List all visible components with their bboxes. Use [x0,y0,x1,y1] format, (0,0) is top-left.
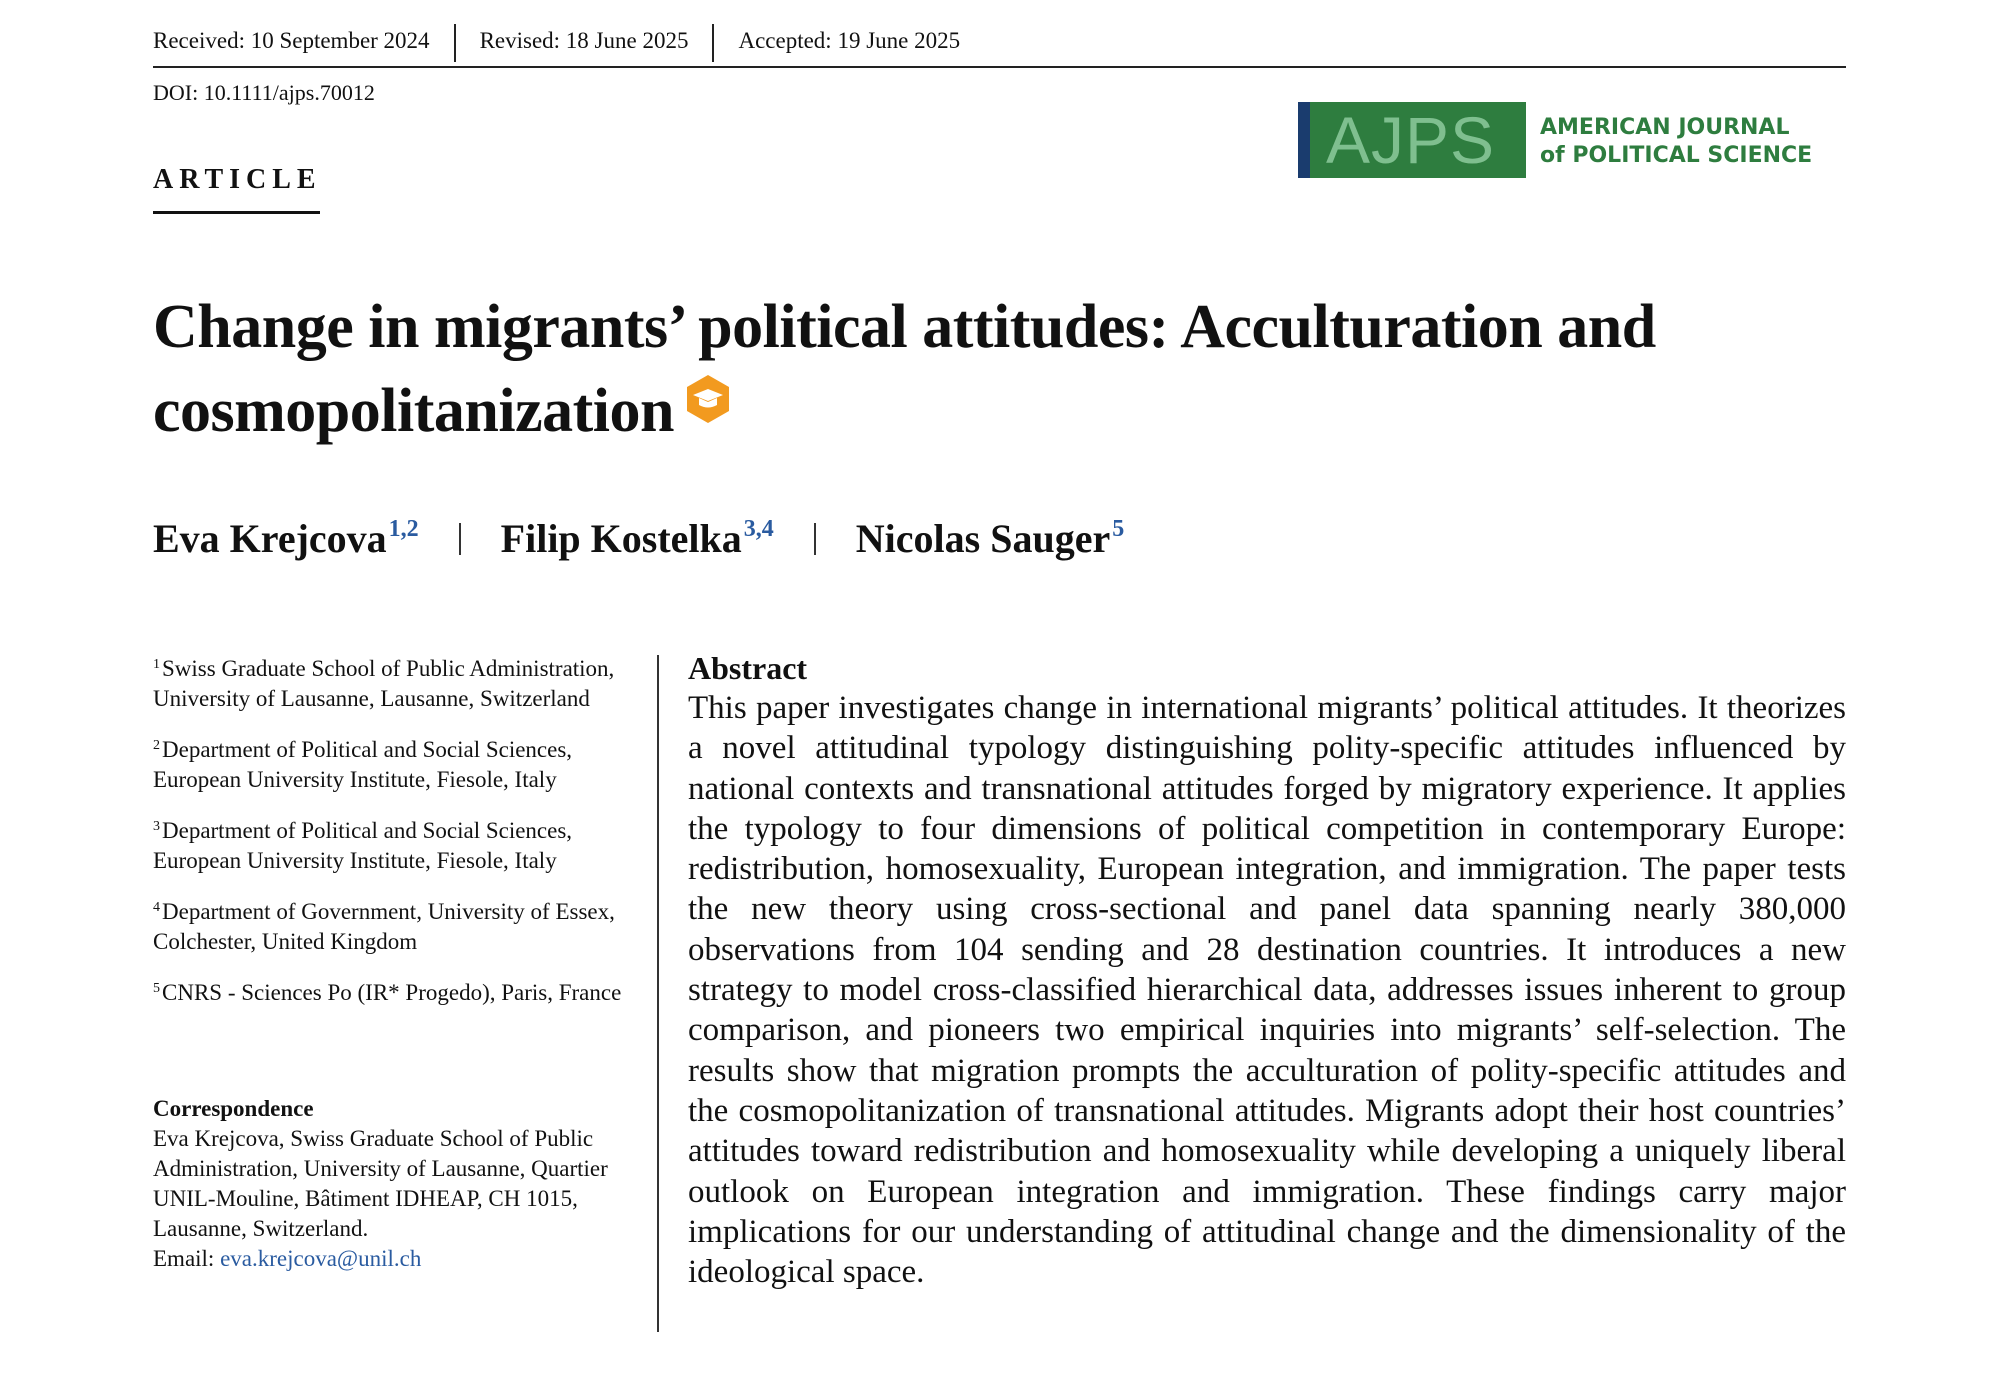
journal-name [1540,114,1812,170]
paper-title [153,288,1873,450]
abstract [688,648,1846,1292]
email-label: Email: [153,1246,221,1271]
open-access-icon[interactable] [682,366,734,418]
correspondence-email-line [153,1244,643,1274]
affiliation-text: Department of Government, University of Essex, Colchester, United Kingdom [153,899,615,954]
affiliation-number: 1 [153,657,160,672]
journal-name-line1: AMERICAN JOURNAL [1540,115,1790,140]
logo-stripe [1298,102,1310,178]
logo-box [1298,102,1526,178]
affiliation-5 [153,974,643,1008]
correspondence-heading: Correspondence [153,1096,314,1121]
publication-history [153,24,1846,68]
accepted-date: Accepted: 19 June 2025 [712,24,960,62]
author-affil-refs[interactable]: 5 [1112,516,1125,542]
affiliation-list [153,650,643,1025]
author-name: Eva Krejcova [153,516,387,561]
affiliation-3 [153,812,643,876]
title-line2-wrap [153,366,1873,450]
author-affil-refs[interactable]: 3,4 [743,516,774,542]
affiliation-text: CNRS - Sciences Po (IR* Progedo), Paris, France [162,980,622,1005]
journal-name-line2: of POLITICAL SCIENCE [1540,143,1813,168]
affiliation-text: Swiss Graduate School of Public Administration, University of Lausanne, Lausanne, Switzerland [153,656,615,711]
affiliation-1 [153,650,643,714]
author-3[interactable] [856,515,1124,562]
abstract-body: This paper investigates change in international migrants’ political attitudes. It theorizes a novel attitudinal typology distinguishing polity-specific attitudes influenced by national contexts and transnational attitudes forged by migratory experience. It applies the typology to four dimensions of political competition in contemporary Europe: redistribution, homosexuality, European integration, and immigration. The paper tests the new theory using cross-sectional and panel data spanning nearly 380,000 observations from 104 sending and 28 destination countries. It introduces a new strategy to model cross-classified hierarchical data, addresses issues inherent to group comparison, and pioneers two empirical inquiries into migrants’ self-selection. The results show that migration prompts the acculturation of polity-specific attitudes and the cosmopolitanization of transnational attitudes. Migrants adopt their host countries’ attitudes toward redistribution and homosexuality while developing a uniquely liberal outlook on European integration and immigration. These findings carry major implications for our understanding of attitudinal change and the dimensionality of the ideological space. [688,690,1846,1291]
author-2[interactable] [501,515,774,562]
article-type-label: ARTICLE [153,164,322,195]
affiliation-text: Department of Political and Social Sciences, European University Institute, Fiesole, Italy [153,737,573,792]
journal-logo[interactable] [1298,102,1836,178]
affiliation-number: 2 [153,738,160,753]
doi[interactable]: DOI: 10.1111/ajps.70012 [153,80,375,105]
affiliation-text: Department of Political and Social Sciences, European University Institute, Fiesole, Italy [153,818,573,873]
email-link[interactable]: eva.krejcova@unil.ch [220,1246,422,1271]
correspondence-address: Eva Krejcova, Swiss Graduate School of Public Administration, University of Lausanne, Quartier UNIL-Mouline, Bâtiment IDHEAP, CH 1015, Lausanne, Switzerland. [153,1126,608,1241]
affiliation-number: 5 [153,981,160,996]
column-divider [657,655,659,1332]
author-name: Filip Kostelka [500,516,742,561]
author-name: Nicolas Sauger [855,516,1111,561]
correspondence [153,1094,643,1274]
author-divider [459,523,461,555]
title-line1: Change in migrants’ political attitudes: Acculturation and [153,293,1656,361]
author-1[interactable] [153,515,419,562]
affiliation-2 [153,731,643,795]
abstract-heading: Abstract [688,650,808,686]
author-divider [814,523,816,555]
title-line2: cosmopolitanization [153,377,674,445]
logo-letters: AJPS [1326,103,1496,177]
affiliation-number: 3 [153,819,160,834]
article-type-underline [153,211,320,214]
revised-date: Revised: 18 June 2025 [454,24,713,62]
author-affil-refs[interactable]: 1,2 [388,516,419,542]
author-list [153,515,1124,562]
affiliation-number: 4 [153,900,160,915]
affiliation-4 [153,893,643,957]
received-date: Received: 10 September 2024 [153,28,430,53]
